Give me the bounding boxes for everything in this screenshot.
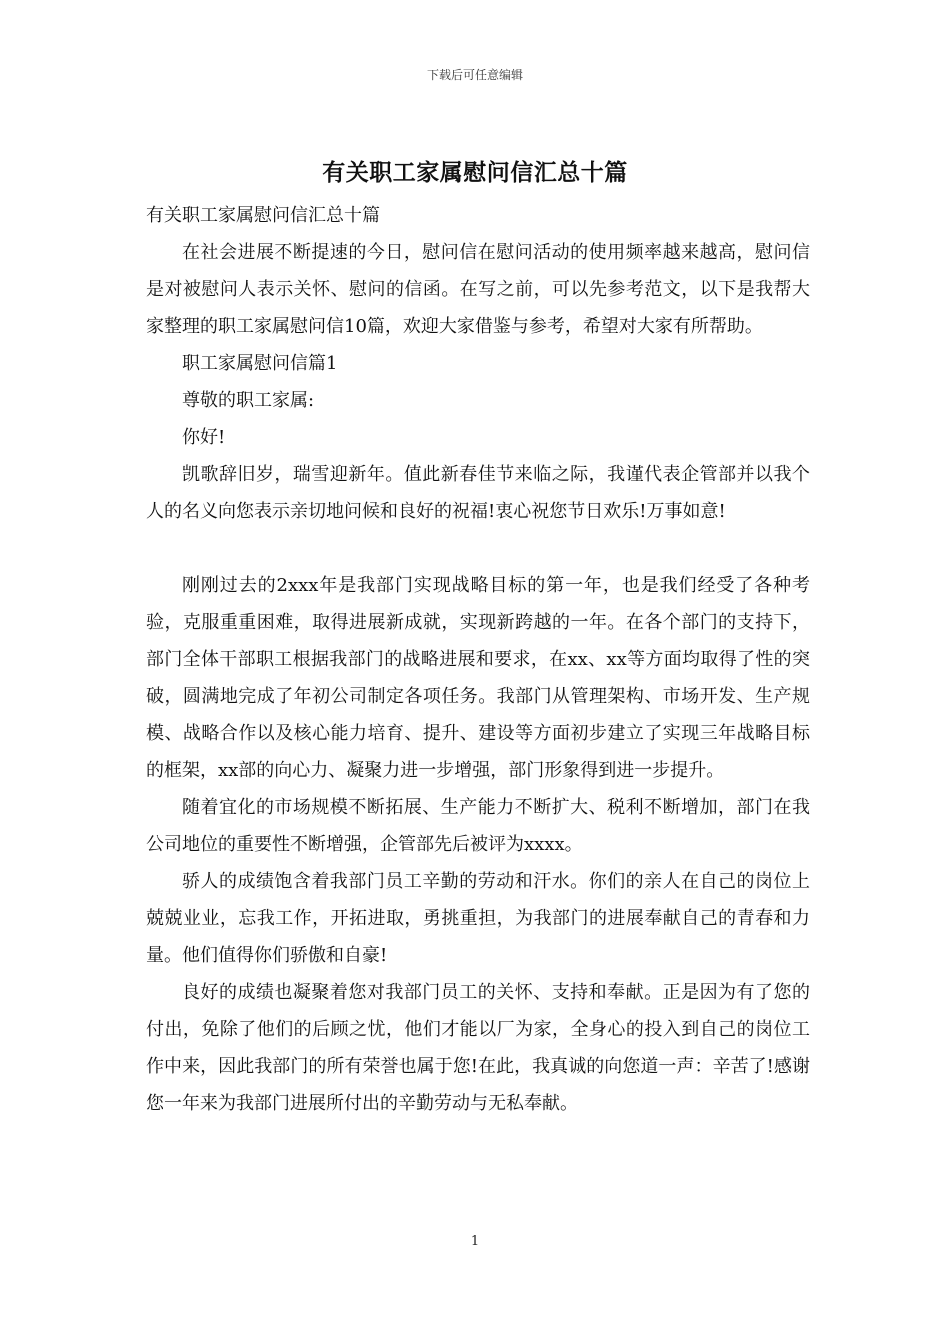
header-note: 下载后可任意编辑 (426, 68, 523, 82)
page-number: 1 (470, 1234, 480, 1249)
body-paragraph: 骄人的成绩饱含着我部门员工辛勤的劳动和汗水。你们的亲人在自己的岗位上兢兢业业，忘我工作，开拓进取，勇挑重担，为我部门的进展奉献自己的青春和力量。他们值得你们骄傲和自豪! (146, 871, 810, 966)
section-heading: 职工家属慰问信篇1 (182, 353, 338, 374)
document-body (146, 197, 810, 1122)
body-paragraph: 凯歌辞旧岁，瑞雪迎新年。值此新春佳节来临之际，我谨代表企管部并以我个人的名义向您表示亲切地问候和良好的祝福!衷心祝您节日欢乐!万事如意! (146, 464, 810, 522)
body-paragraph: 随着宜化的市场规模不断拓展、生产能力不断扩大、税利不断增加，部门在我公司地位的重要性不断增强，企管部先后被评为xxxx。 (146, 797, 810, 855)
body-paragraph: 良好的成绩也凝聚着您对我部门员工的关怀、支持和奉献。正是因为有了您的付出，免除了他们的后顾之忧，他们才能以厂为家，全身心的投入到自己的岗位工作中来，因此我部门的所有荣誉也属于您!在此，我真诚的向您道一声：辛苦了!感谢您一年来为我部门进展所付出的辛勤劳动与无私奉献。 (146, 982, 810, 1114)
blank-line (146, 530, 810, 567)
salutation: 尊敬的职工家属: (182, 390, 315, 411)
greeting: 你好! (182, 427, 226, 448)
intro-paragraph: 在社会进展不断提速的今日，慰问信在慰问活动的使用频率越来越高，慰问信是对被慰问人表示关怀、慰问的信函。在写之前，可以先参考范文，以下是我帮大家整理的职工家属慰问信10篇，欢迎大家借鉴与参考，希望对大家有所帮助。 (146, 242, 810, 337)
document-title: 有关职工家属慰问信汇总十篇 (322, 159, 628, 186)
body-paragraph: 刚刚过去的2xxx年是我部门实现战略目标的第一年，也是我们经受了各种考验，克服重重困难，取得进展新成就，实现新跨越的一年。在各个部门的支持下，部门全体干部职工根据我部门的战略进展和要求，在xx、xx等方面均取得了性的突破，圆满地完成了年初公司制定各项任务。我部门从管理架构、市场开发、生产规模、战略合作以及核心能力培育、提升、建设等方面初步建立了实现三年战略目标的框架，xx部的向心力、凝聚力进一步增强，部门形象得到进一步提升。 (146, 575, 810, 781)
subtitle-paragraph: 有关职工家属慰问信汇总十篇 (146, 205, 380, 226)
